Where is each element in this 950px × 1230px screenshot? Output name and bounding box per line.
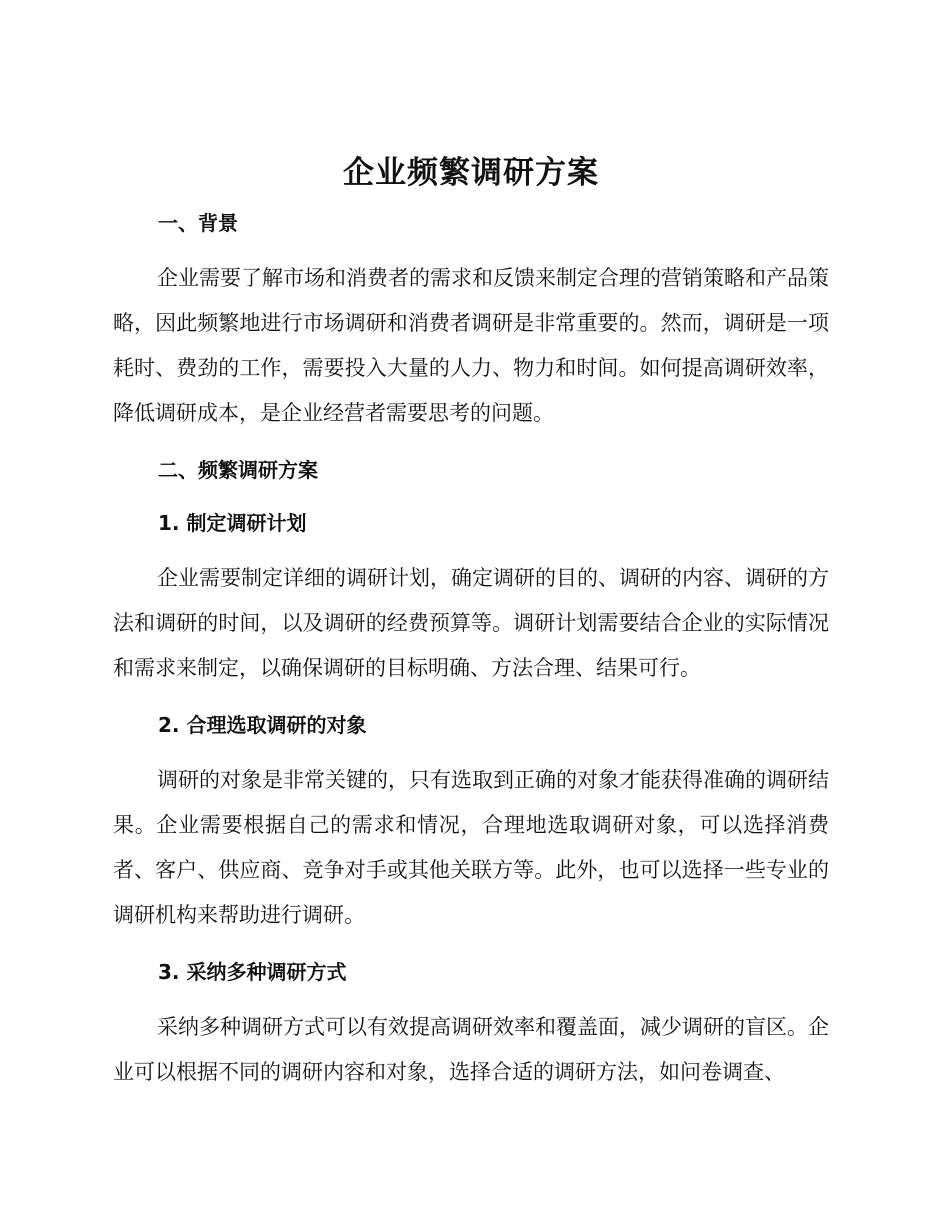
spacer [113,436,829,450]
document-body [113,145,829,1095]
spacer [113,243,829,256]
subsection-heading-2: 2. 合理选取调研的对象 [158,713,367,737]
document-title: 企业频繁调研方案 [343,155,599,191]
subsection-heading-3: 3. 采纳多种调研方式 [158,960,347,984]
spacer [113,543,829,556]
subsection-paragraph-1: 企业需要制定详细的调研计划，确定调研的目的、调研的内容、调研的方法和调研的时间，以及调研的经费预算等。调研计划需要结合企业的实际情况和需求来制定，以确保调研的目标明确、方法合理、结果可行。 [113,566,829,680]
section-heading-plan: 二、频繁调研方案 [158,458,318,482]
subsection-paragraph-3: 采纳多种调研方式可以有效提高调研效率和覆盖面，减少调研的盲区。企业可以根据不同的调研内容和对象，选择合适的调研方法，如问卷调查、 [113,1015,829,1084]
spacer [113,691,829,705]
spacer [113,938,829,952]
subsection-paragraph-2: 调研的对象是非常关键的，只有选取到正确的对象才能获得准确的调研结果。企业需要根据自己的需求和情况，合理地选取调研对象，可以选择消费者、客户、供应商、竞争对手或其他关联方等。此外，也可以选择一些专业的调研机构来帮助进行调研。 [113,768,829,927]
section-heading-background: 一、背景 [158,211,238,235]
spacer [113,745,829,758]
spacer [113,490,829,503]
spacer [113,992,829,1005]
section-paragraph-background: 企业需要了解市场和消费者的需求和反馈来制定合理的营销策略和产品策略，因此频繁地进行市场调研和消费者调研是非常重要的。然而，调研是一项耗时、费劲的工作，需要投入大量的人力、物力和时间。如何提高调研效率，降低调研成本，是企业经营者需要思考的问题。 [113,266,829,425]
subsection-heading-1: 1. 制定调研计划 [158,511,307,535]
